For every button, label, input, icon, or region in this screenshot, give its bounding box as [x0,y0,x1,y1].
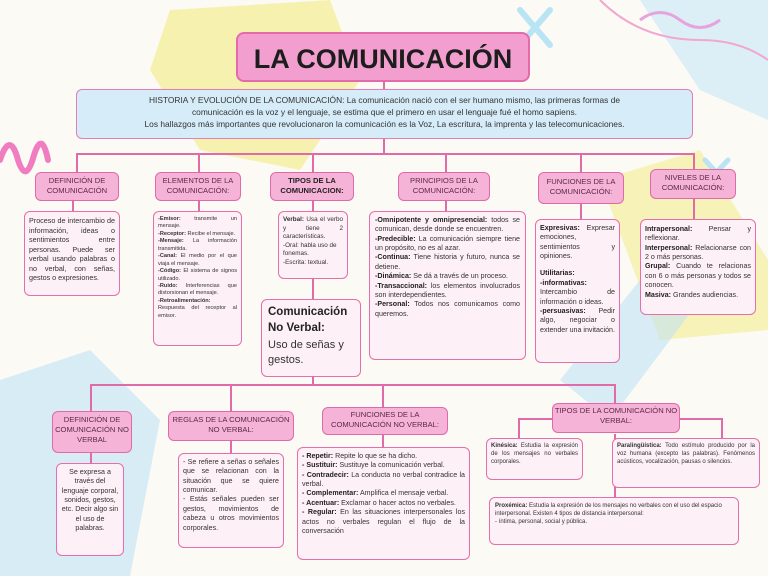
funcion-item: -persuasivas: Pedir algo, negociar o extender una invitación. [540,306,615,334]
header-principios-label: PRINCIPIOS DE LA COMUNICACIÓN: [410,176,478,195]
principios-box [369,211,526,360]
elemento-item: -Canal: El medio por el que viaja el mensaje. [158,253,237,267]
kinesica-text: Kinésica: Estudia la expresión de los mensajes no verbales corporales. [491,443,578,465]
intro-line-1: HISTORIA Y EVOLUCIÓN DE LA COMUNICACIÓN: La comunicación nació con el ser humano mismo, las primeras formas de [148,95,621,105]
elementos-box [153,211,242,346]
connector [445,153,447,173]
connector [76,153,694,155]
header-elementos [155,172,241,201]
principio-item: -Dinámica: Se dá a través de un proceso. [375,272,508,281]
header-funciones [538,172,624,204]
header-tipos-nv-label: TIPOS DE LA COMUNICACIÓN NO VERBAL: [554,406,678,426]
intro-line-3: Los hallazgos más importantes que revolucionaron la comunicación es la Voz, La escritura, la imprenta y las telecomunicaciones. [144,118,625,129]
elemento-item: -Mensaje: La información transmitida. [158,238,237,252]
header-definicion-nv-label: DEFINICIÓN DE COMUNICACIÓN NO VERBAL [55,415,129,445]
connector [614,384,616,404]
connector [76,153,78,173]
definicion-box [24,211,120,296]
history-intro-box [76,89,693,139]
elemento-item: -Emisor: transmite un mensaje. [158,216,237,230]
regla-item: - Estás señales pueden ser gestos, movimientos de cabeza u otros movimientos corporales. [183,495,279,532]
connector [518,418,520,438]
principio-item: -Transaccional: los elementos involucrados son interdependientes. [375,281,520,299]
connector [680,418,722,420]
proxemica-text: Proxémica: Estudia la expresión de los mensajes no verbales con el uso del espacio interpersonal. Existen 4 tipos de distancia interpersonal: [495,503,722,517]
funcion-item: -informativas: Intercambio de información o ideas. [540,278,615,306]
nivel-item: Intrapersonal: Pensar y reflexionar. [645,225,751,243]
header-niveles-label: NIVELES DE LA COMUNICACIÓN: [661,173,725,192]
header-tipos [270,172,354,201]
header-principios [398,172,490,201]
definicion-nv-text: Se expresa a través del lenguaje corporal, sonidos, gestos, etc. Decir algo sin el uso de palabras. [61,468,119,533]
header-funciones-label: FUNCIONES DE LA COMUNICACIÓN: [546,177,616,196]
tipo-oral: -Oral: habla uso de fonemas. [283,241,337,258]
funciones-box [535,219,620,363]
funciones-nv-box [297,447,470,560]
funcion-nv-item: - Sustituir: Sustituye la comunicación verbal. [302,461,445,470]
header-reglas-nv [168,411,294,441]
definicion-text: Proceso de intercambio de información, ideas o sentimientos entre personas. Puede ser verbal usando palabras o no verbal, con señas, gestos o expresiones. [29,216,115,282]
funcion-nv-item: - Acentuar: Exclamar o hacer actos no verbales. [302,498,456,507]
principio-item: -Predecible: La comunicación siempre tiene un propósito, no es al azar. [375,234,520,253]
connector [383,138,385,154]
no-verbal-title: Comunicación No Verbal: [268,306,348,334]
proxemica-list: - íntima, personal, social y pública. [495,518,588,525]
header-tipos-label: TIPOS DE LA COMUNICACION: [280,176,344,195]
header-tipos-nv [552,403,680,433]
header-funciones-nv-label: FUNCIONES DE LA COMUNICACIÓN NO VERBAL: [330,410,439,430]
principio-item: -Continua: Tiene historia y futuro, nunca se detiene. [375,253,520,271]
nivel-item: Interpersonal: Relacionarse con 2 o más personas. [645,243,751,262]
funcion-item: Expresivas: Expresar emociones, sentimientos y opiniones. [540,224,615,261]
header-funciones-nv [322,407,448,435]
intro-line-2: comunicación es la voz y el lenguaje, se estima que el primero en usar el lenguaje fué el homo sapiens. [191,106,577,117]
nivel-item: Grupal: Cuando te relacionas con 6 o más personas y todos se conocen. [645,262,751,290]
page-title [236,32,530,82]
connector [312,278,314,300]
elemento-item: -Retroalimentación: Respuesta del receptor al emisor. [158,297,237,319]
connector [230,384,232,412]
paralinguistica-box [612,438,760,488]
elemento-item: -Receptor: Recibe el mensaje. [158,230,236,237]
connector [580,203,582,219]
connector [580,153,582,173]
connector [721,418,723,438]
header-definicion-label: DEFINICIÓN DE COMUNICACIÓN [46,176,108,195]
yellow-blob [150,0,360,170]
paralinguistica-text: Paralingüística: Todo estímulo producido por la voz humana (excepto las palabras). Fenómenos acústicos, vocalización, pausas o silencios. [617,443,755,465]
nivel-item: Masiva: Grandes audiencias. [645,290,739,299]
connector [312,153,314,173]
no-verbal-box [261,299,361,377]
connector [230,440,232,454]
funcion-nv-item: - Contradecir: La conducta no verbal contradice la verbal. [302,470,465,489]
header-definicion [35,172,119,201]
elemento-item: -Código: El sistema de signos utilizado. [158,268,237,282]
kinesica-box [486,438,583,480]
definicion-nv-box [56,463,124,556]
funcion-nv-item: - Repetir: Repite lo que se ha dicho. [302,452,418,460]
elemento-item: -Ruido: Interferencias que distorsionan el mensaje. [158,282,237,297]
page-title-text: LA COMUNICACIÓN [253,44,513,74]
connector [90,384,92,412]
connector [198,153,200,173]
proxemica-box [489,497,739,545]
tipos-box [278,211,348,279]
principio-item: -Personal: Todos nos comunicamos como queremos. [375,300,520,318]
connector [90,384,615,386]
connector [518,418,552,420]
connector [312,376,314,384]
funcion-item: Utilitarias: [540,269,575,278]
header-niveles [650,169,736,199]
connector [382,384,384,408]
funcion-nv-item: - Regular: En las situaciones interpersonales los actos no verbales regulan el flujo de la conversación [302,508,465,535]
tipo-escrita: -Escrita: textual. [283,258,329,266]
connector [382,434,384,448]
tipo-verbal: Verbal: Usa el verbo y tiene 2 características. [283,216,343,241]
connector [693,198,695,220]
header-reglas-nv-label: REGLAS DE LA COMUNICACIÓN NO VERBAL: [172,415,290,435]
header-elementos-label: ELEMENTOS DE LA COMUNICACIÓN: [162,176,234,195]
niveles-box [640,219,756,315]
squiggle-icon [0,144,48,172]
no-verbal-desc: Uso de señas y gestos. [268,339,344,367]
regla-item: - Se refiere a señas o señales que se relacionan con la situación que se quiere comunicar. [183,458,279,495]
principio-item: -Omnipotente y omnipresencial: todos se comunican, desde donde se encuentren. [375,216,520,234]
funcion-nv-item: - Complementar: Amplifica el mensaje verbal. [302,489,449,498]
reglas-nv-box [178,453,284,548]
header-definicion-nv [52,411,132,453]
